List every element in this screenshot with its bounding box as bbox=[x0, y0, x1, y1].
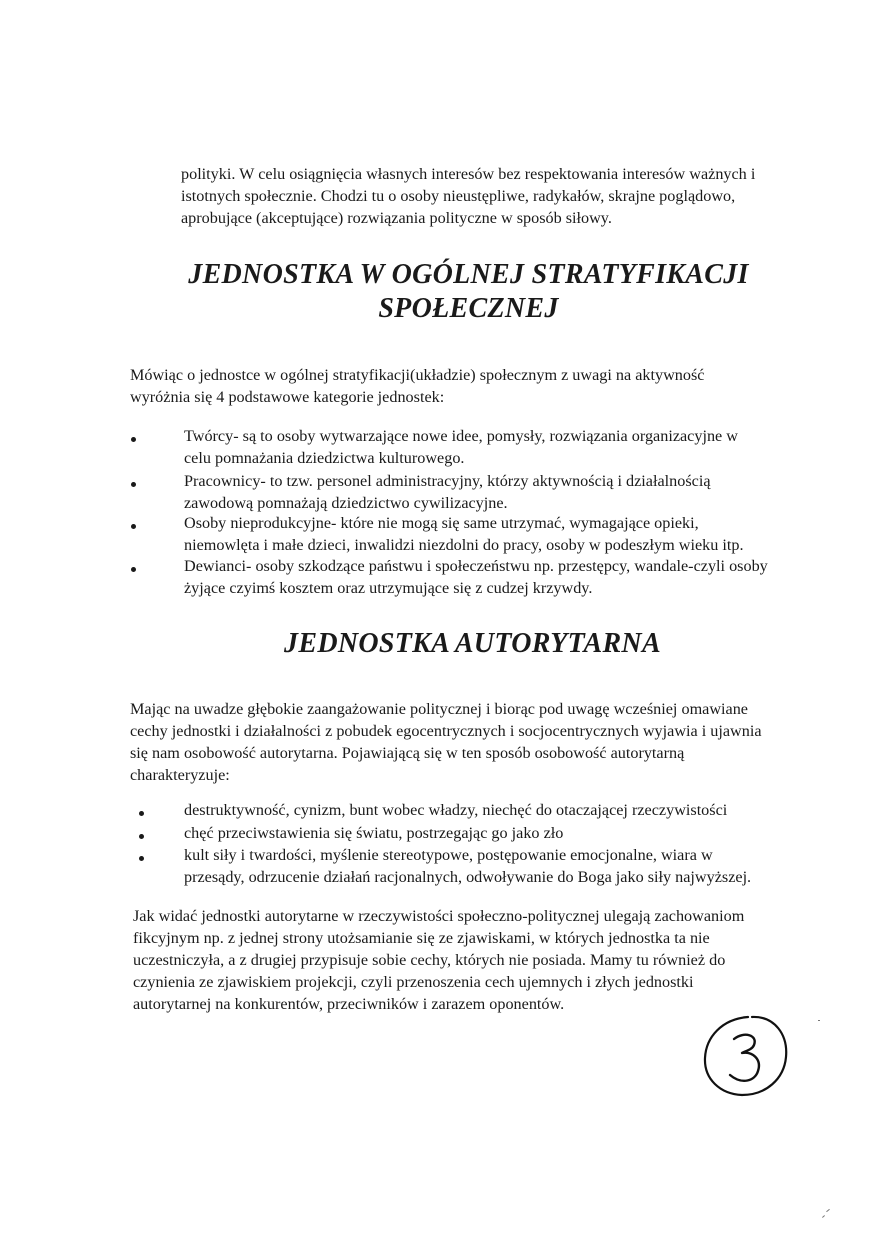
closing-paragraph bbox=[133, 905, 744, 1015]
text-line: celu pomnażania dziedzictwa kulturowego. bbox=[184, 449, 465, 467]
list-item-text bbox=[184, 425, 738, 469]
list-item-text bbox=[184, 555, 768, 599]
text-line: uczestniczyła, a z drugiej przypisuje sobie cechy, których nie posiada. Mamy tu również do bbox=[133, 951, 726, 969]
text-line: się nam osobowość autorytarna. Pojawiającą się w ten sposób osobowość autorytarną bbox=[130, 744, 685, 762]
list-item-text bbox=[184, 799, 727, 821]
text-line: Pracownicy- to tzw. personel administracyjny, którzy aktywnością i działalnością bbox=[184, 472, 711, 490]
intro-paragraph bbox=[181, 163, 755, 229]
list-item-text bbox=[184, 470, 711, 514]
bullet-icon bbox=[131, 482, 136, 487]
text-line: czynienia ze zjawiskiem projekcji, czyli przenoszenia cech ujemnych i złych jednostki bbox=[133, 973, 694, 991]
bullet-icon bbox=[131, 524, 136, 529]
text-line: wyróżnia się 4 podstawowe kategorie jednostek: bbox=[130, 388, 445, 406]
text-line: destruktywność, cynizm, bunt wobec władzy, niechęć do otaczającej rzeczywistości bbox=[184, 801, 728, 819]
text-line: autorytarnej na konkurentów, przeciwników i zarazem oponentów. bbox=[133, 995, 565, 1013]
heading-line: JEDNOSTKA AUTORYTARNA bbox=[284, 628, 661, 659]
text-line: cechy jednostki i działalności z pobudek egocentrycznych i socjocentrycznych wyjawia i ujawnia bbox=[130, 722, 762, 740]
bullet-icon bbox=[139, 856, 144, 861]
text-line: zawodową pomnażają dziedzictwo cywilizacyjne. bbox=[184, 494, 508, 512]
text-line: Mówiąc o jednostce w ogólnej stratyfikacji(układzie) społecznym z uwagi na aktywność bbox=[130, 366, 705, 384]
heading-line: JEDNOSTKA W OGÓLNEJ STRATYFIKACJI bbox=[188, 259, 749, 290]
heading-line: SPOŁECZNEJ bbox=[378, 293, 559, 324]
bullet-icon bbox=[139, 811, 144, 816]
text-line: charakteryzuje: bbox=[130, 766, 230, 784]
bullet-icon bbox=[131, 437, 136, 442]
text-line: kult siły i twardości, myślenie stereotypowe, postępowanie emocjonalne, wiara w bbox=[184, 846, 713, 864]
list-item-text bbox=[184, 822, 563, 844]
text-line: Twórcy- są to osoby wytwarzające nowe idee, pomysły, rozwiązania organizacyjne w bbox=[184, 427, 738, 445]
authoritarian-intro-paragraph bbox=[130, 698, 762, 786]
text-line: aprobujące (akceptujące) rozwiązania polityczne w sposób siłowy. bbox=[181, 209, 612, 227]
text-line: Mając na uwadze głębokie zaangażowanie politycznej i biorąc pod uwagę wcześniej omawiane bbox=[130, 700, 748, 718]
text-line: Osoby nieprodukcyjne- które nie mogą się same utrzymać, wymagające opieki, bbox=[184, 514, 699, 532]
stratification-intro-paragraph bbox=[130, 364, 704, 408]
handwritten-page-number bbox=[700, 1013, 790, 1099]
text-line: żyjące czyimś kosztem oraz utrzymujące się z cudzej krzywdy. bbox=[184, 579, 593, 597]
circled-number-3-icon bbox=[700, 1013, 790, 1099]
text-line: istotnych społecznie. Chodzi tu o osoby nieustępliwe, radykałów, skrajne poglądowo, bbox=[181, 187, 736, 205]
list-item-text bbox=[184, 512, 744, 556]
section-heading-stratification bbox=[22, 258, 893, 326]
text-line: Jak widać jednostki autorytarne w rzeczywistości społeczno-politycznej ulegają zachowaniom bbox=[133, 907, 745, 925]
section-heading-authoritarian bbox=[26, 627, 893, 661]
text-line: niemowlęta i małe dzieci, inwalidzi niezdolni do pracy, osoby w podeszłym wieku itp. bbox=[184, 536, 744, 554]
text-line: polityki. W celu osiągnięcia własnych interesów bez respektowania interesów ważnych i bbox=[181, 165, 756, 183]
text-line: przesądy, odrzucenie działań racjonalnych, odwoływanie do Boga jako siły najwyższej. bbox=[184, 868, 752, 886]
scan-speck bbox=[822, 1215, 825, 1218]
scan-speck bbox=[826, 1209, 830, 1212]
text-line: chęć przeciwstawienia się światu, postrzegając go jako zło bbox=[184, 824, 564, 842]
scan-speck bbox=[818, 1020, 820, 1021]
text-line: fikcyjnym np. z jednej strony utożsamianie się ze zjawiskami, w których jednostka ta nie bbox=[133, 929, 710, 947]
list-item-text bbox=[184, 844, 751, 888]
bullet-icon bbox=[131, 567, 136, 572]
text-line: Dewianci- osoby szkodzące państwu i społeczeństwu np. przestępcy, wandale-czyli osoby bbox=[184, 557, 768, 575]
bullet-icon bbox=[139, 834, 144, 839]
